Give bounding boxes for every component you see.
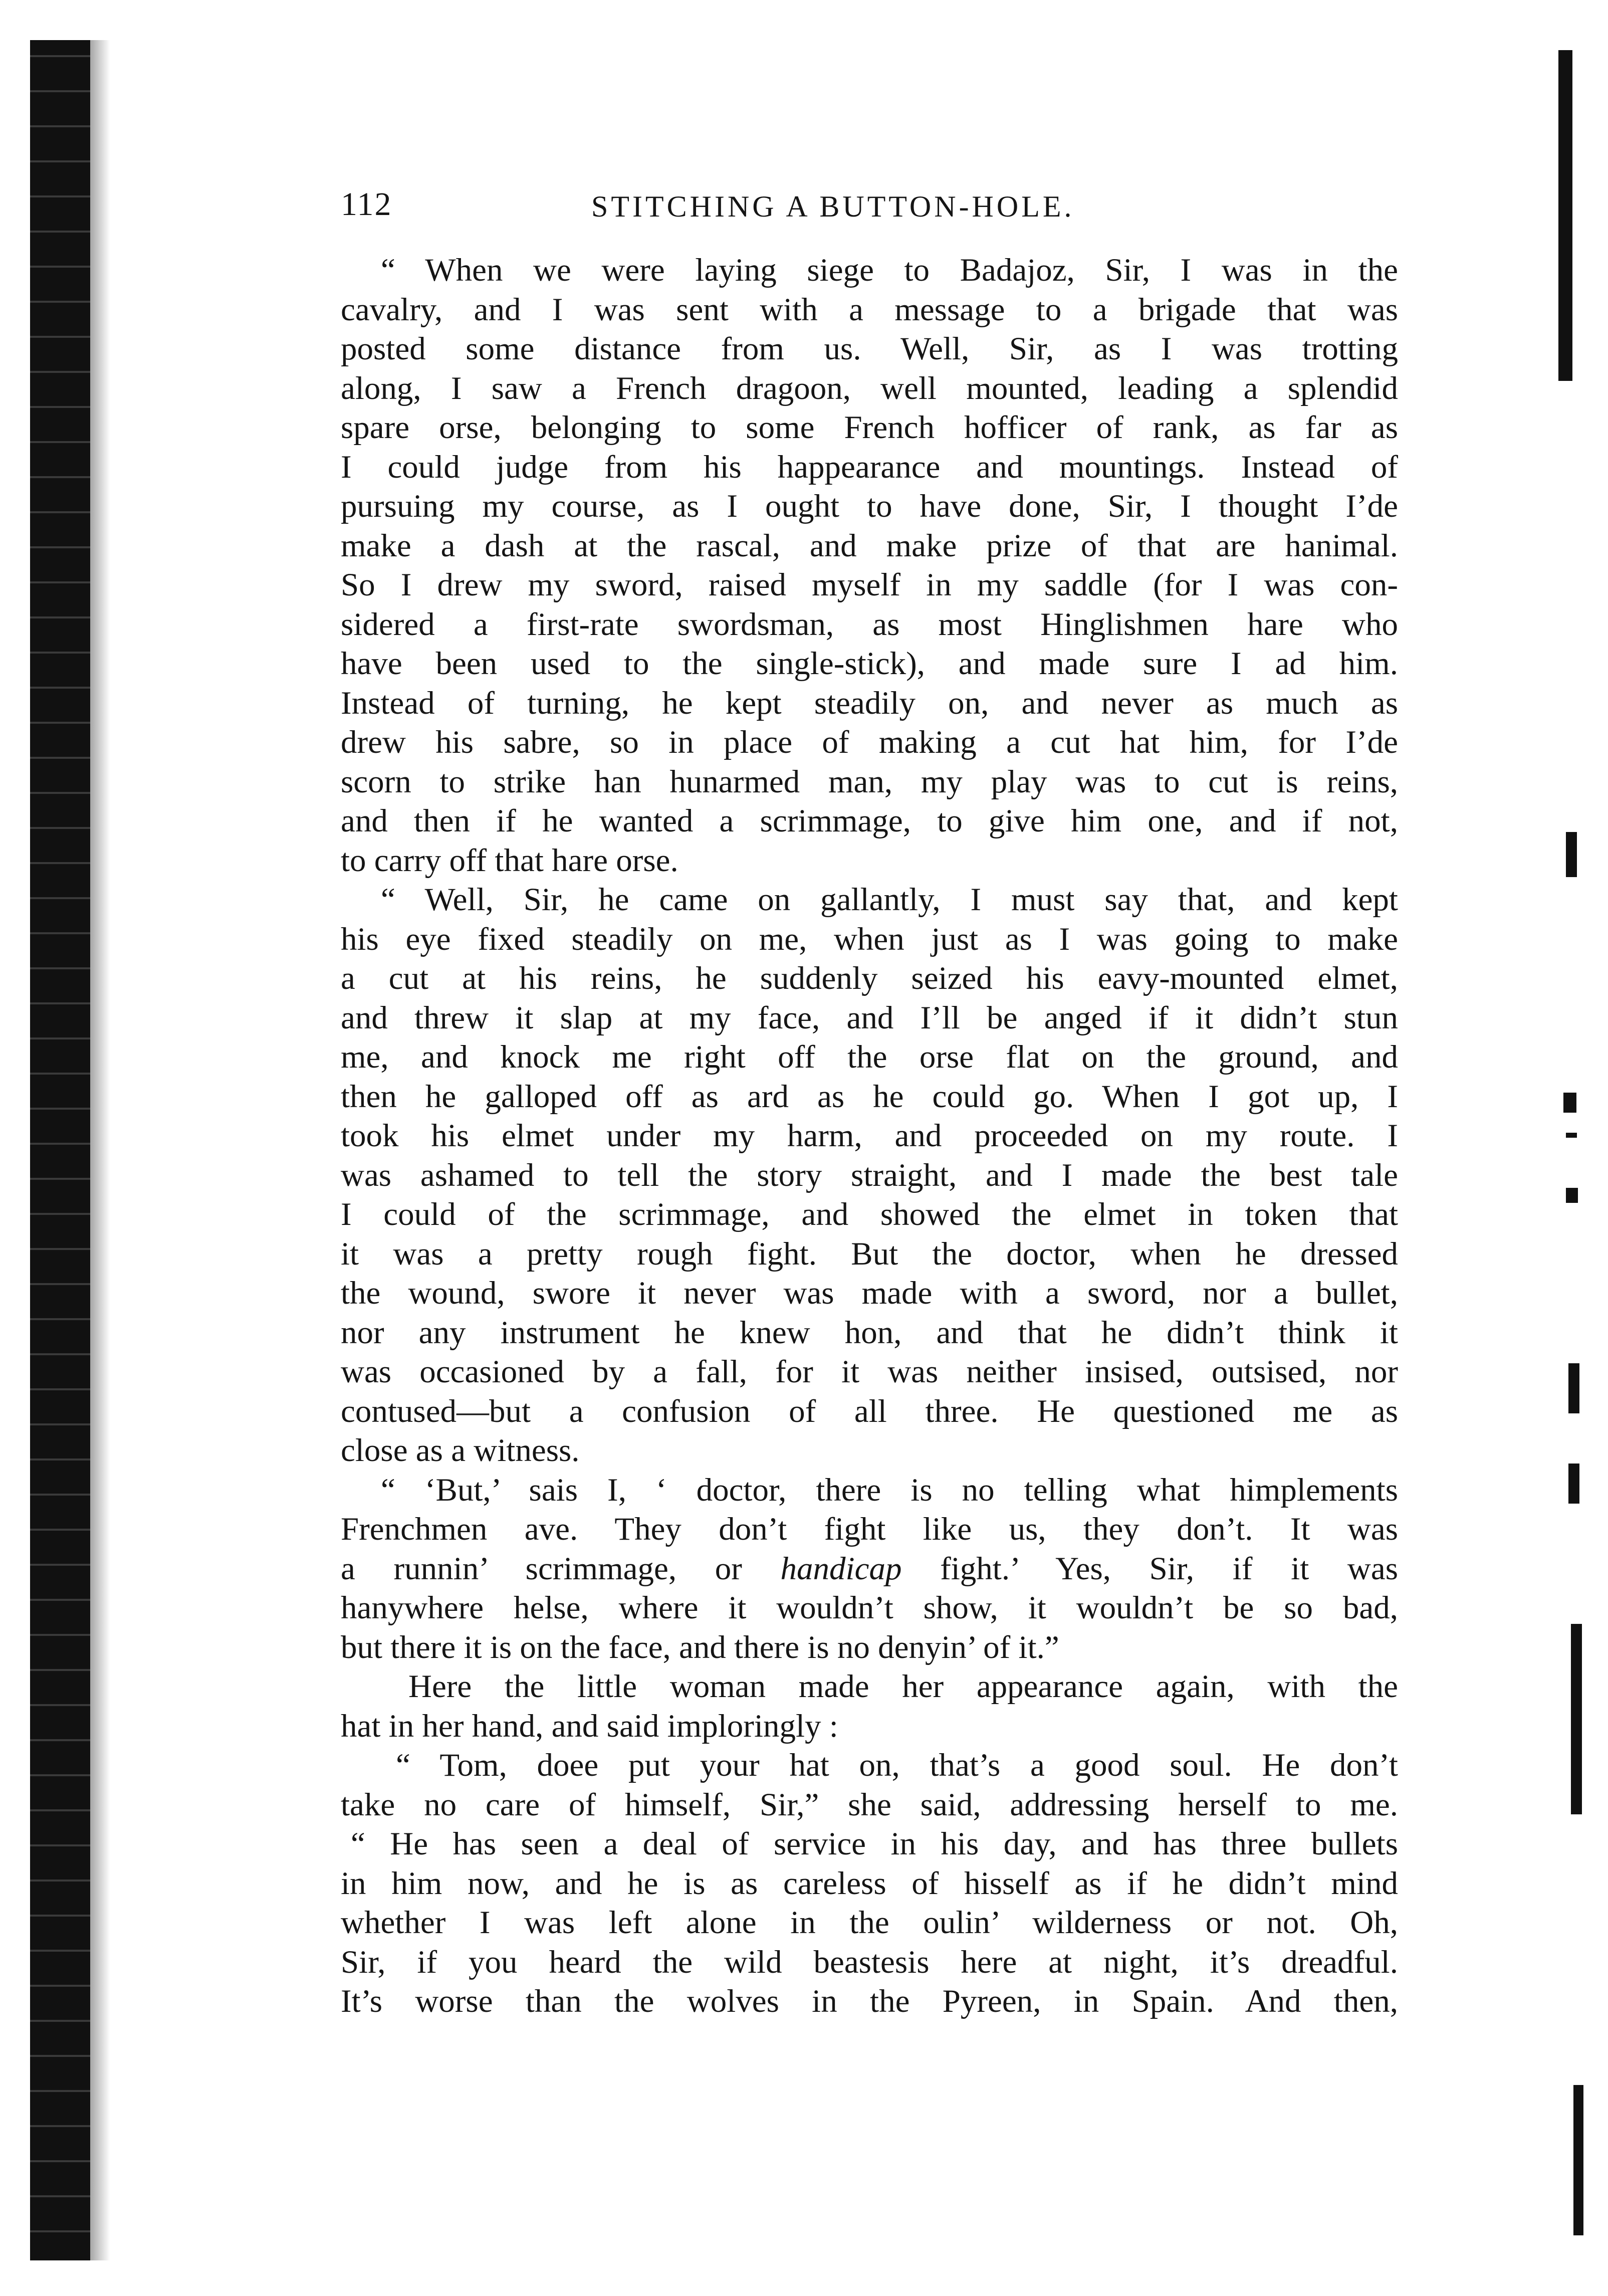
- text-line-content: have been used to the single-stick), and made sure I ad him.: [341, 646, 1398, 682]
- scan-binding-shadow: [90, 40, 110, 2260]
- text-line-content: Sir, if you heard the wild beastesis here at night, it’s dreadful.: [341, 1944, 1398, 1980]
- text-line: [341, 290, 1398, 330]
- scan-edge-mark: [1571, 1624, 1582, 1814]
- text-line-content: Instead of turning, he kept steadily on, and never as much as: [341, 685, 1398, 721]
- text-line: [341, 565, 1398, 605]
- text-line: [341, 1431, 1398, 1471]
- text-line-content: to carry off that hare orse.: [341, 842, 678, 879]
- scan-edge-mark: [1568, 1464, 1579, 1504]
- text-line: [341, 487, 1398, 526]
- text-line: [341, 1667, 1398, 1707]
- text-line: [341, 1234, 1398, 1274]
- text-line: [341, 1943, 1398, 1982]
- text-line-content: was occasioned by a fall, for it was neither insised, outsised, nor: [341, 1354, 1398, 1390]
- text-line-content: and threw it slap at my face, and I’ll be anged if it didn’t stun: [341, 999, 1398, 1036]
- text-line-content: along, I saw a French dragoon, well mounted, leading a splendid: [341, 370, 1398, 406]
- text-line: [341, 1746, 1398, 1785]
- text-line: [341, 408, 1398, 448]
- text-line-content: hat in her hand, and said imploringly :: [341, 1708, 838, 1744]
- text-line: [341, 1628, 1398, 1667]
- running-head: STITCHING A BUTTON-HOLE.: [591, 190, 1075, 223]
- text-line: [341, 920, 1398, 959]
- text-line-content: but there it is on the face, and there is no denyin’ of it.”: [341, 1629, 1059, 1665]
- text-line: [341, 1785, 1398, 1825]
- text-line: [341, 1824, 1398, 1864]
- text-line: [341, 1471, 1398, 1510]
- text-line-content: I could judge from his happearance and mountings. Instead of: [341, 449, 1398, 485]
- text-line-content: was ashamed to tell the story straight, and I made the best tale: [341, 1157, 1398, 1193]
- text-line: [341, 1549, 1398, 1589]
- text-line: [341, 880, 1398, 920]
- scan-edge-mark: [1558, 50, 1572, 381]
- text-line: [341, 605, 1398, 645]
- text-line-content: nor any instrument he knew hon, and that he didn’t think it: [341, 1314, 1398, 1351]
- text-line: [341, 251, 1398, 290]
- scan-edge-mark: [1563, 1093, 1576, 1113]
- text-line-content: “ Well, Sir, he came on gallantly, I must say that, and kept: [381, 882, 1398, 918]
- text-line: [341, 1352, 1398, 1392]
- text-line-content: make a dash at the rascal, and make prize of that are hanimal.: [341, 527, 1398, 564]
- text-line: [341, 1864, 1398, 1904]
- text-line-content: posted some distance from us. Well, Sir, as I was trotting: [341, 331, 1398, 367]
- text-line: [341, 1037, 1398, 1077]
- text-line: [341, 1982, 1398, 2021]
- text-line: [341, 329, 1398, 369]
- text-line: [341, 801, 1398, 841]
- scan-binding-edge: [30, 40, 90, 2260]
- text-line-content: the wound, swore it never was made with a sword, nor a bullet,: [341, 1275, 1398, 1311]
- text-line: [341, 644, 1398, 684]
- text-line: [341, 1588, 1398, 1628]
- text-line-content: and then if he wanted a scrimmage, to give him one, and if not,: [341, 803, 1398, 839]
- text-line-content: close as a witness.: [341, 1432, 580, 1469]
- body-text: [341, 251, 1398, 2021]
- text-line: [341, 959, 1398, 998]
- text-line-content: pursuing my course, as I ought to have done, Sir, I thought I’de: [341, 488, 1398, 524]
- text-line: [341, 684, 1398, 723]
- text-line-content: hanywhere helse, where it wouldn’t show, it wouldn’t be so bad,: [341, 1590, 1398, 1626]
- text-line: [341, 841, 1398, 881]
- text-line-content: fight.’ Yes, Sir, if it was: [901, 1550, 1398, 1587]
- text-line-content: I could of the scrimmage, and showed the elmet in token that: [341, 1196, 1398, 1232]
- text-line: [341, 998, 1398, 1038]
- scan-edge-mark: [1573, 2085, 1583, 2235]
- text-line-content: his eye fixed steadily on me, when just as I was going to make: [341, 921, 1398, 957]
- text-line: [341, 526, 1398, 566]
- scan-edge-mark: [1566, 832, 1577, 877]
- text-line-content: scorn to strike han hunarmed man, my play was to cut is reins,: [341, 763, 1398, 800]
- text-line-content: whether I was left alone in the oulin’ wilderness or not. Oh,: [341, 1905, 1398, 1941]
- text-line-content: a runnin’ scrimmage, or: [341, 1550, 781, 1587]
- text-line-content: cavalry, and I was sent with a message to a brigade that was: [341, 291, 1398, 328]
- scan-edge-mark: [1566, 1133, 1577, 1138]
- text-line-content: contused—but a confusion of all three. He questioned me as: [341, 1393, 1398, 1429]
- text-line-content: “ When we were laying siege to Badajoz, Sir, I was in the: [381, 252, 1398, 288]
- text-line: [341, 723, 1398, 762]
- text-line: [341, 1510, 1398, 1549]
- text-line: [341, 1707, 1398, 1746]
- text-line: [341, 1274, 1398, 1313]
- text-line-content: “ ‘But,’ sais I, ‘ doctor, there is no telling what himplements: [381, 1472, 1398, 1508]
- text-line: [341, 369, 1398, 408]
- page-number: 112: [341, 186, 392, 223]
- text-line-content: “ He has seen a deal of service in his day, and has three bullets: [351, 1826, 1398, 1862]
- text-line: [341, 1313, 1398, 1353]
- text-line-content: “ Tom, doee put your hat on, that’s a good soul. He don’t: [396, 1747, 1398, 1783]
- text-line: [341, 1156, 1398, 1195]
- text-line-content: Here the little woman made her appearance again, with the: [408, 1668, 1398, 1705]
- text-line-content: me, and knock me right off the orse flat on the ground, and: [341, 1039, 1398, 1075]
- text-line-content: it was a pretty rough fight. But the doctor, when he dressed: [341, 1235, 1398, 1272]
- text-line: [341, 1195, 1398, 1234]
- text-line-content: So I drew my sword, raised myself in my saddle (for I was con-: [341, 567, 1398, 603]
- scan-edge-mark: [1566, 1188, 1578, 1203]
- text-line-content: drew his sabre, so in place of making a cut hat him, for I’de: [341, 724, 1398, 760]
- page-header: [341, 185, 1398, 231]
- text-line-content: spare orse, belonging to some French hofficer of rank, as far as: [341, 409, 1398, 446]
- text-line-content: sidered a first-rate swordsman, as most Hinglishmen hare who: [341, 606, 1398, 643]
- text-line-content: It’s worse than the wolves in the Pyreen, in Spain. And then,: [341, 1983, 1398, 2019]
- text-line-content: then he galloped off as ard as he could go. When I got up, I: [341, 1078, 1398, 1115]
- text-line: [341, 1903, 1398, 1943]
- text-line: [341, 1392, 1398, 1431]
- text-line-content: took his elmet under my harm, and proceeded on my route. I: [341, 1118, 1398, 1154]
- text-line: [341, 1116, 1398, 1156]
- text-line-content: Frenchmen ave. They don’t fight like us, they don’t. It was: [341, 1511, 1398, 1547]
- italic-word: handicap: [780, 1550, 902, 1587]
- text-line-content: in him now, and he is as careless of hisself as if he didn’t mind: [341, 1865, 1398, 1902]
- text-line-content: take no care of himself, Sir,” she said, addressing herself to me.: [341, 1786, 1398, 1823]
- text-line: [341, 762, 1398, 802]
- text-line: [341, 1077, 1398, 1117]
- text-line: [341, 448, 1398, 487]
- scan-edge-mark: [1568, 1363, 1579, 1413]
- text-line-content: a cut at his reins, he suddenly seized his eavy-mounted elmet,: [341, 960, 1398, 996]
